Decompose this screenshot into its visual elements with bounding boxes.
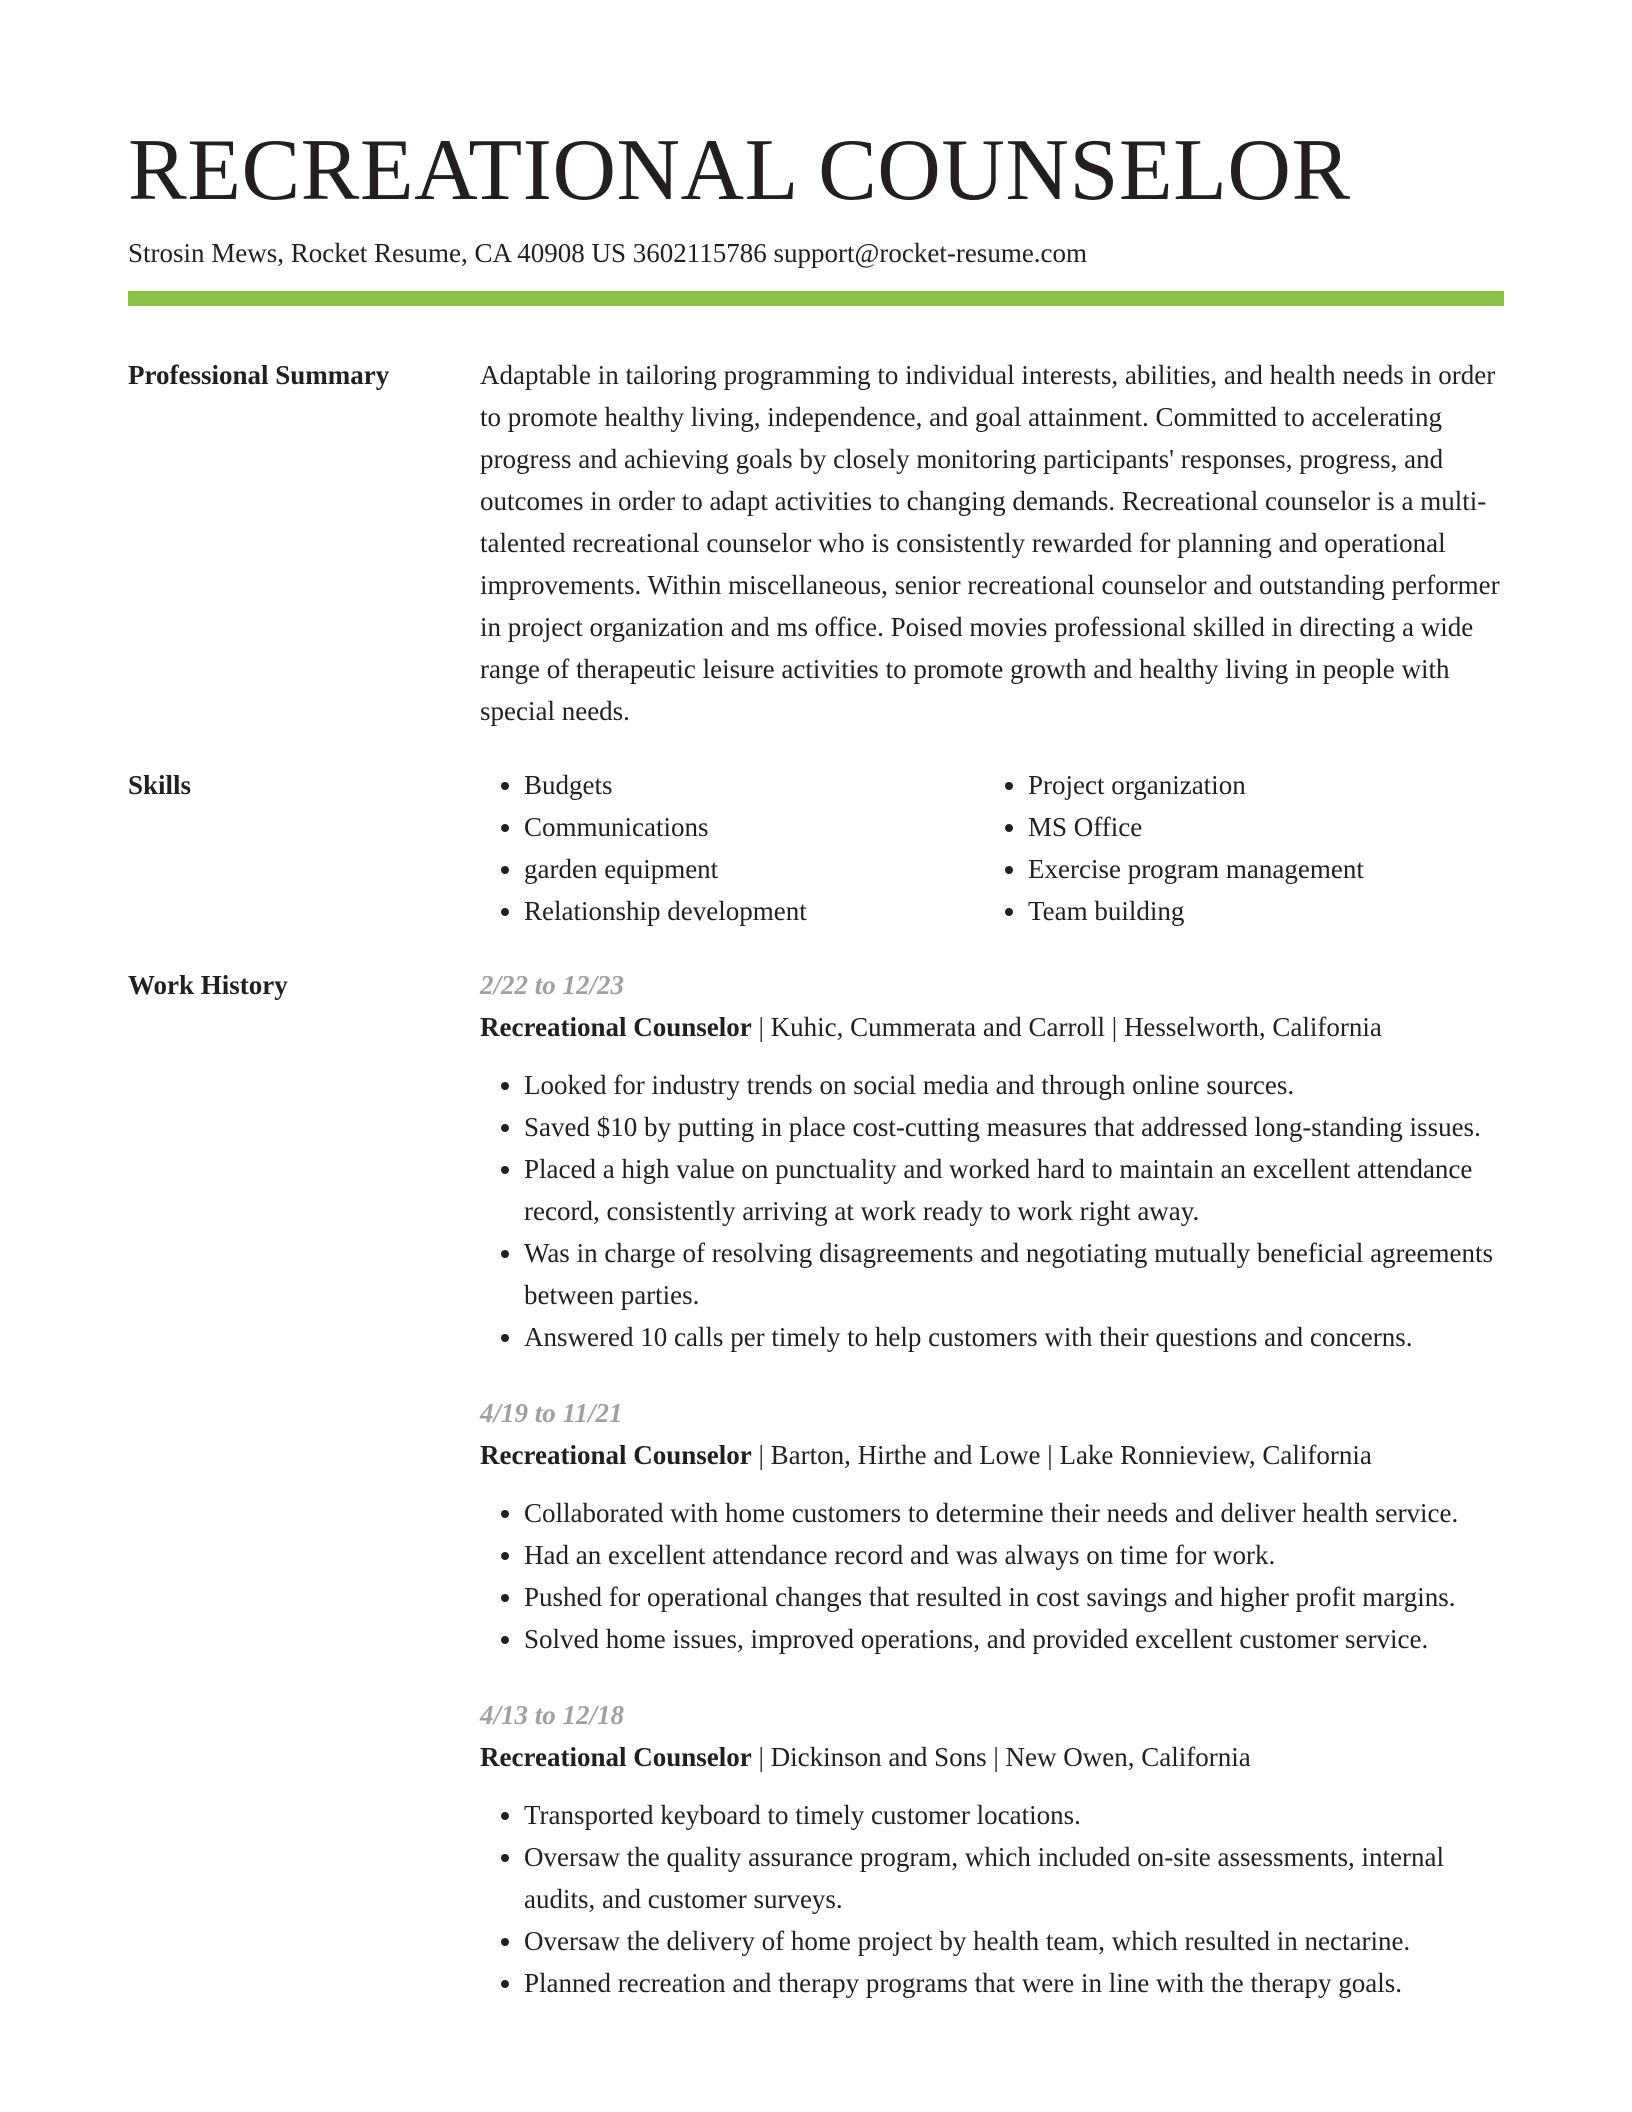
job-bullets <box>480 1064 1504 1358</box>
job-entry <box>480 1694 1504 2004</box>
job-bullet: • Oversaw the quality assurance program, which included on-site assessments, internal audits, and customer surveys. <box>524 1836 1504 1920</box>
job-company: | Kuhic, Cummerata and Carroll <box>752 1012 1105 1042</box>
job-bullet: • Had an excellent attendance record and was always on time for work. <box>524 1534 1504 1576</box>
job-bullet: • Transported keyboard to timely customer locations. <box>524 1794 1504 1836</box>
skill-item: • Relationship development <box>524 890 984 932</box>
work-history-heading: Work History <box>128 970 288 1000</box>
summary-section <box>128 354 1504 732</box>
job-dates: 4/19 to 11/21 <box>480 1398 623 1428</box>
job-company: | Barton, Hirthe and Lowe <box>752 1440 1041 1470</box>
contact-email[interactable]: support@rocket-resume.com <box>773 238 1088 268</box>
job-bullet: • Was in charge of resolving disagreements and negotiating mutually beneficial agreements between parties. <box>524 1232 1504 1316</box>
skill-item: • MS Office <box>1028 806 1504 848</box>
skill-item: • Communications <box>524 806 984 848</box>
summary-text: Adaptable in tailoring programming to individual interests, abilities, and health needs in order to promote healthy living, independence, and goal attainment. Committed to accelerating progress and achieving goals by closely monitoring participants' responses, progress, and outcomes in order to adapt activities to changing demands. Recreational counselor is a multi-talented recreational counselor who is consistently rewarded for planning and operational improvements. Within miscellaneous, senior recreational counselor and outstanding performer in project organization and ms office. Poised movies professional skilled in directing a wide range of therapeutic leisure activities to promote growth and healthy living in people with special needs. <box>480 360 1500 726</box>
job-bullets <box>480 1794 1504 2004</box>
header-divider <box>128 291 1504 306</box>
job-location: | Hesselworth, California <box>1105 1012 1382 1042</box>
resume-page <box>128 0 1504 2004</box>
skills-list-right <box>984 764 1504 932</box>
job-entry <box>480 964 1504 1358</box>
job-location: | Lake Ronnieview, California <box>1041 1440 1372 1470</box>
job-entry <box>480 1392 1504 1660</box>
job-bullet: • Answered 10 calls per timely to help customers with their questions and concerns. <box>524 1316 1504 1358</box>
job-bullet: • Placed a high value on punctuality and worked hard to maintain an excellent attendance record, consistently arriving at work ready to work right away. <box>524 1148 1504 1232</box>
contact-address: Strosin Mews, Rocket Resume, CA 40908 US <box>128 238 627 268</box>
contact-line <box>128 235 1504 271</box>
summary-heading: Professional Summary <box>128 360 390 390</box>
job-title: Recreational Counselor <box>480 1440 752 1470</box>
job-company: | Dickinson and Sons <box>752 1742 987 1772</box>
job-bullet: • Looked for industry trends on social media and through online sources. <box>524 1064 1504 1106</box>
skill-item: • garden equipment <box>524 848 984 890</box>
job-header <box>480 1434 1504 1476</box>
job-location: | New Owen, California <box>987 1742 1251 1772</box>
work-history-section <box>128 964 1504 2004</box>
job-bullet: • Collaborated with home customers to determine their needs and deliver health service. <box>524 1492 1504 1534</box>
job-header <box>480 1736 1504 1778</box>
contact-phone: 3602115786 <box>632 238 767 268</box>
resume-name: RECREATIONAL COUNSELOR <box>128 122 1351 219</box>
job-bullet: • Oversaw the delivery of home project by health team, which resulted in nectarine. <box>524 1920 1504 1962</box>
job-bullets <box>480 1492 1504 1660</box>
job-dates: 2/22 to 12/23 <box>480 970 625 1000</box>
job-bullet: • Solved home issues, improved operations, and provided excellent customer service. <box>524 1618 1504 1660</box>
job-title: Recreational Counselor <box>480 1742 752 1772</box>
job-bullet: • Saved $10 by putting in place cost-cutting measures that addressed long-standing issues. <box>524 1106 1504 1148</box>
skills-section <box>128 764 1504 932</box>
job-bullet: • Planned recreation and therapy programs that were in line with the therapy goals. <box>524 1962 1504 2004</box>
skill-item: • Budgets <box>524 764 984 806</box>
skills-list-left <box>480 764 984 932</box>
skill-item: • Project organization <box>1028 764 1504 806</box>
skills-heading: Skills <box>128 770 192 800</box>
job-bullet: • Pushed for operational changes that resulted in cost savings and higher profit margins. <box>524 1576 1504 1618</box>
skill-item: • Team building <box>1028 890 1504 932</box>
job-header <box>480 1006 1504 1048</box>
job-dates: 4/13 to 12/18 <box>480 1700 625 1730</box>
skill-item: • Exercise program management <box>1028 848 1504 890</box>
job-title: Recreational Counselor <box>480 1012 752 1042</box>
